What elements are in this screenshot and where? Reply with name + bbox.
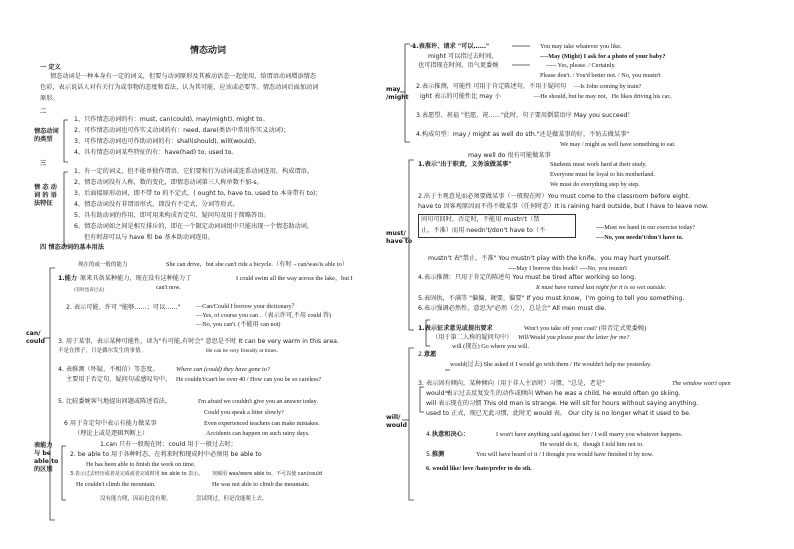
must-6-necessity: 6.表示强调必然性，意思为"必然（会），总是会" All men must die.: [418, 305, 607, 312]
may-2-sub: ight 表示的可能性比 may 小: [420, 93, 501, 100]
will-2-heading: 意愿: [423, 351, 437, 358]
will-would-label: will/ would: [386, 414, 407, 429]
ability-past-example-2: can't now.: [156, 284, 181, 291]
be-able-label: 表能力 与 be able to 的区别: [34, 442, 59, 473]
be-able-1: 1.can 只有一般现在时；could 用于一般过去时；: [100, 441, 237, 448]
types-label: 情态动词 的类型: [34, 128, 59, 143]
may-1-ex-1: You may take whatever you like.: [540, 43, 622, 50]
section-three-heading: 三: [40, 160, 47, 167]
may-2-ex-2: —He should, but he may not，He likes driving his car。: [534, 93, 676, 100]
definition-line-2: 色彩，表示说话人对有关行为或事物的态度和看法，认为其可能、应该或必要等。情态动词后面加动词: [40, 84, 319, 91]
syntax-item-3: 3、后面接原形动词，即不带 to 的不定式，( ought to, have to, used to 本身带有 to)；: [74, 190, 322, 197]
ability-present-label: 现在的或一般的能力: [78, 262, 128, 268]
syntax-item-6: 6、情态动词如之间是相互排斥的，即在一个限定动词词组中只能出现一个情态助动词，: [74, 223, 314, 230]
must-question-box-line-1: 问句可回时，否定时，不能用 mustn't（禁: [421, 216, 540, 223]
must-2-line-1: 2.出于主观意见而必须要做某事（一般现在时）You must come to the classroom before eight.: [418, 193, 691, 200]
type-item-1: 1、只作情态动词的有：must, can(could), may(might), might to。: [74, 116, 269, 123]
ability-past-example: I could swim all the way across the lake，but I: [236, 275, 353, 282]
will-5-ex: You will have heard of it / I thought you would have finished it by now.: [476, 451, 654, 458]
theory-sub: （理论上或是逻辑判断上）: [74, 430, 149, 437]
may-4-example: We may / might as well have something to eat.: [560, 141, 676, 148]
will-3-would: would 表示过去反复发生的动作或倾向 When he was a child, he would often go skiing.: [426, 390, 681, 397]
polite-heading: 5. 比较委婉客气地提出问题或陈述看法。: [58, 398, 172, 405]
definition-line-1: 情态动词是一种本身有一定的词义，但要与动词原形及其被动语态一起使用，给谓语动词增添情态: [50, 73, 317, 80]
speculation-sub: 主要用于否定句、疑问句或感叹句中。: [66, 376, 172, 383]
syntax-item-4: 4、情态动词没有非谓语形式，即没有不定式，分词等形式。: [74, 201, 239, 208]
ability-heading: 能力: [64, 275, 78, 282]
must-1-heading: 1.表示"出于职责，义务该做某事": [418, 161, 512, 168]
can-could-label: can/ could: [26, 330, 45, 345]
speculation-ex-2: He couldn't/can't be over 40 / How can you be so careless?: [176, 376, 322, 383]
may-2-heading: 2.表示推测，可能性 可用于肯定陈述句，不用于疑问句: [416, 83, 567, 90]
syntax-label: 情 态 动 词 的 语 法特征: [34, 184, 57, 207]
be-able-couldnt: He couldn't climb the mountain.: [76, 481, 156, 488]
possibility-heading: 3. 用于某事，表示某种可能性，译为"有可能,有时会" 意思是不时 It can be very warm in this area.: [58, 338, 339, 345]
will-6-would-like: 6. would like/ love /hate/prefer to do sth.: [426, 465, 532, 472]
syntax-item-1: 1、有一定的词义，但不能单独作谓语，它们要和行为动词或连系动词连用，构成谓语。: [74, 168, 314, 175]
permission-ex-1: —Can/Could I borrow your dictionary？: [196, 303, 298, 310]
syntax-item-5: 5、具有助动词的作用，即可用来构成否定句、疑问句及用于简略答语。: [74, 212, 270, 219]
must-question-ex-1: ----Must we hand in our exercise today?: [596, 224, 696, 231]
be-able-mid: 突破用 was/were able to，不可以使 can/could: [212, 471, 322, 477]
must-2-line-2: have to 因客观原因而不得不做某事（任何时态）It is raining hard outside, but I have to leave now.: [418, 203, 709, 210]
may-might-label: may /might: [386, 86, 409, 101]
section-four-heading: 四 情态动词的基本用法: [40, 244, 105, 251]
may-1-ex-3: ----- Yes, please. / Certainly.: [546, 62, 616, 69]
will-1-sub: （用于第二人称的疑问句中）: [432, 334, 513, 341]
may-1-sub-1: might 可以指过去时间，: [428, 53, 498, 60]
must-1-ex-3: We must do everything step by step.: [550, 181, 640, 188]
must-question-ex-2: ----No, you needn't/don't have to.: [596, 234, 684, 241]
must-5-stubborn: 5.表固执，不满等 "偏偏，硬要，偏要" If you must know，I'm going to tell you something.: [418, 295, 685, 302]
must-4-inference: 4.表示推测：只用于肯定的陈述句 You must be tired after working so long.: [418, 274, 637, 281]
type-item-2: 2、可作情态动词也可作实义动词的有：need, dare(类语中常用作实义动词)；: [74, 127, 290, 134]
may-3-wish: 3.表愿望、祝福 "但愿，祝……"此时，句子要用倒装语序 May you succeed！: [416, 112, 634, 119]
type-item-4: 4、具有情态动词某些特征的有：have(had) to, used to。: [74, 149, 238, 156]
will-1-ex-2: Will/Would you please post the letter for me?: [518, 334, 630, 341]
theory-ex-2: Accidents can happen on such rainy days.: [206, 430, 310, 437]
must-question-box-line-2: 止，不准）而用 needn't/don't have to（不: [421, 227, 546, 234]
may-well-do: may well do 很有可能做某事: [468, 152, 551, 159]
be-able-2: 2. be able to 用于各种时态，在将来时和现成时中必须用 be able to: [70, 451, 262, 458]
must-inference-ex: It must have rained last night for it is so wet outside.: [536, 284, 667, 291]
will-5-number: 5.: [426, 451, 432, 458]
polite-ex-1: I'm afraid we couldn't give you an answer today.: [198, 398, 318, 405]
permission-heading: 2. 表示可能、许可 "能够……；可以……": [66, 304, 181, 311]
permission-ex-2: —Yes, of course you can .（表示许可,不用 could 答): [196, 312, 332, 319]
be-able-footer: 没有能力爬，因而也没有爬。 尝试爬过，但是没能爬上去。: [100, 496, 268, 502]
may-1-sub-2: 也可指现在时间，语气更委婉: [418, 62, 499, 69]
speculation-ex-1: Where can (could) they have gone to?: [176, 366, 270, 373]
must-have-to-label: must/ have to: [386, 230, 413, 245]
ability-number: 1.: [58, 275, 65, 282]
be-able-example: He has been able to finish the work on time.: [86, 461, 196, 468]
ability-past-note: (有时也表过去): [74, 288, 105, 293]
will-1-ex-1: Won't you take off your coat? (用否定式更委婉): [524, 325, 647, 332]
may-2-ex-1: —Is John coming by train?: [574, 83, 642, 90]
ability-desc: 原来具备某种能力，现在没有这种能力了: [80, 275, 192, 282]
theory-ex-1: Even experienced teachers can make mistakes.: [204, 420, 320, 427]
section-two-heading: 二: [40, 108, 47, 115]
will-4-ex-2: He would do it，though I told him not to.: [540, 441, 644, 448]
ability-present-example: She can drive，but she can't ride a bicycle.（有时→can/was/is able to）: [166, 261, 348, 268]
be-able-wasnt: He was not able to climb the mountain.: [212, 481, 310, 488]
theory-heading: 6 用于肯定句中表示有能力做某事: [64, 420, 157, 427]
permission-ex-3: —No, you can't. (不能用 can not): [196, 321, 281, 328]
mustnt-line: mustn't 表"禁止、不准" You mustn't play with the knife，you may hurt yourself.: [428, 255, 671, 262]
speculation-heading: 4. 表推测（怀疑、不相信）等态度。: [58, 366, 159, 373]
may-4-heading: 4.构成句型：may / might as well do sth."还是做某事的好，不妨去做某事": [416, 131, 630, 138]
will-2-now: will (现在) Go where you will.: [452, 343, 529, 350]
will-4-number: 4.: [426, 431, 432, 438]
will-2-past: would(过去) She asked if I would go with them / He wouldn't help me yesterday.: [450, 361, 652, 368]
will-3-will: will 表示现在的习惯 This old man is strange. He will sit for hours without saying anything.: [426, 400, 699, 407]
type-item-3: 3、可作情态动词也可作助动词的有：shall(should), will(would)。: [74, 138, 261, 145]
will-4-heading: 执意和决心：: [431, 431, 470, 438]
page-title: 情态动词: [190, 46, 227, 56]
may-1-heading: 1.表准许、请求 "可以……": [412, 43, 490, 50]
will-5-heading: 推测: [431, 451, 445, 458]
possibility-example: He can be very friendly at times.: [206, 348, 278, 354]
syntax-item-7: 但有时却可以与 have 和 be 基本助动词连用。: [84, 234, 214, 241]
will-3-ex: The window won't open: [672, 380, 731, 387]
mustnt-ex-1: ----May I borrow this book? ----No, you mustn't: [508, 265, 627, 272]
section-definition-heading: 一 定义: [40, 64, 61, 71]
will-3-used-to: used to 正式，现已无此习惯，此时无 would 表。 Our city is no longer what it used to be.: [426, 410, 691, 417]
will-1-heading: 1.表示征求意见或提出要求: [418, 325, 493, 332]
syntax-item-2: 2、情态动词没有人称，数的变化，即情态动词第三人称单数不加-s。: [74, 179, 263, 186]
may-1-ex-2: ----May (Might) I ask for a photo of your baby?: [540, 53, 666, 60]
will-3-heading: 3. 表示固有倾向，某种倾向（用于非人主语时）习惯，"总是，老是": [418, 380, 605, 387]
must-1-ex-1: Students must work hard at their study.: [550, 161, 647, 168]
definition-line-3: 原形。: [40, 95, 59, 102]
may-1-ex-4: Please don't. / You'd better not. / No, you mustn't: [540, 72, 661, 79]
must-1-ex-2: Everyone must be loyal to his motherland.: [550, 171, 655, 178]
will-4-ex-1: I won't have anything said against her / I will marry you whatever happens.: [496, 431, 683, 438]
polite-ex-2: Could you speak a litter slowly?: [204, 409, 284, 416]
will-2-number: 2.: [418, 351, 424, 358]
be-able-3: 3.表示过去经历或者是完成或者完成时用 be able to 表示。: [70, 471, 204, 477]
possibility-note: 不是在撑子，只是偶尔发生的事情。: [58, 348, 147, 354]
